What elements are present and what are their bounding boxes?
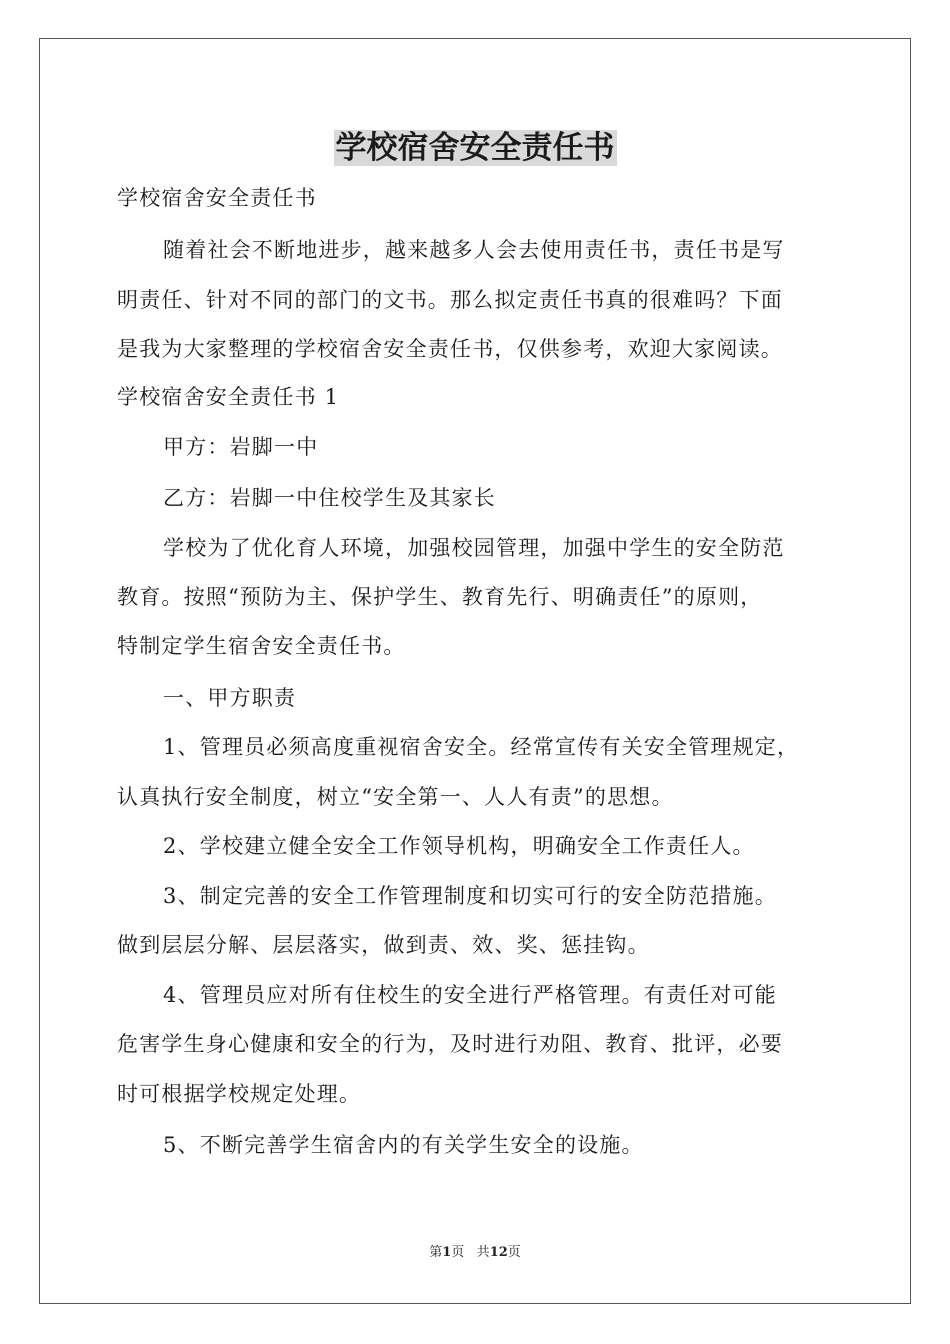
doc-line-5: 学校宿舍安全责任书 1 [117,385,340,409]
doc-line-8: 学校为了优化育人环境，加强校园管理，加强中学生的安全防范 [163,536,785,560]
doc-line-17: 4、管理员应对所有住校生的安全进行严格管理。有责任对可能 [163,983,777,1007]
doc-line-16: 做到层层分解、层层落实，做到责、效、奖、惩挂钩。 [117,933,650,957]
doc-line-4: 是我为大家整理的学校宿舍安全责任书，仅供参考，欢迎大家阅读。 [117,337,783,361]
doc-line-9: 教育。按照“预防为主、保护学生、教育先行、明确责任”的原则， [117,585,763,609]
doc-line-14: 2、学校建立健全安全工作领导机构，明确安全工作责任人。 [163,834,755,858]
page-footer [0,1244,950,1262]
doc-line-18: 危害学生身心健康和安全的行为，及时进行劝阻、教育、批评，必要 [117,1032,783,1056]
doc-line-12: 1、管理员必须高度重视宿舍安全。经常宣传有关安全管理规定， [163,735,800,759]
doc-line-13: 认真执行安全制度，树立“安全第一、人人有责”的思想。 [117,785,674,809]
page-border [39,38,911,1304]
footer-total-pages: 12 [489,1245,508,1260]
footer-page-prefix: 第 [429,1245,443,1260]
doc-line-7: 乙方：岩脚一中住校学生及其家长 [163,486,496,510]
document-title-text: 学校宿舍安全责任书 [335,130,615,166]
doc-line-19: 时可根据学校规定处理。 [117,1082,362,1106]
doc-line-2: 随着社会不断地进步，越来越多人会去使用责任书，责任书是写 [163,238,785,262]
doc-line-6: 甲方：岩脚一中 [163,435,319,459]
footer-total-suffix: 页 [507,1245,521,1260]
footer-total-prefix: 共 [476,1245,490,1260]
doc-line-3: 明责任、针对不同的部门的文书。那么拟定责任书真的很难吗？下面 [117,288,783,312]
doc-line-15: 3、制定完善的安全工作管理制度和切实可行的安全防范措施。 [163,884,777,908]
footer-page-suffix: 页 [451,1245,465,1260]
footer-current-page: 1 [442,1245,452,1260]
document-title [0,128,950,168]
doc-line-20: 5、不断完善学生宿舍内的有关学生安全的设施。 [163,1133,644,1157]
doc-line-10: 特制定学生宿舍安全责任书。 [117,634,406,658]
doc-line-1: 学校宿舍安全责任书 [117,186,317,210]
doc-line-11: 一、甲方职责 [163,686,297,710]
